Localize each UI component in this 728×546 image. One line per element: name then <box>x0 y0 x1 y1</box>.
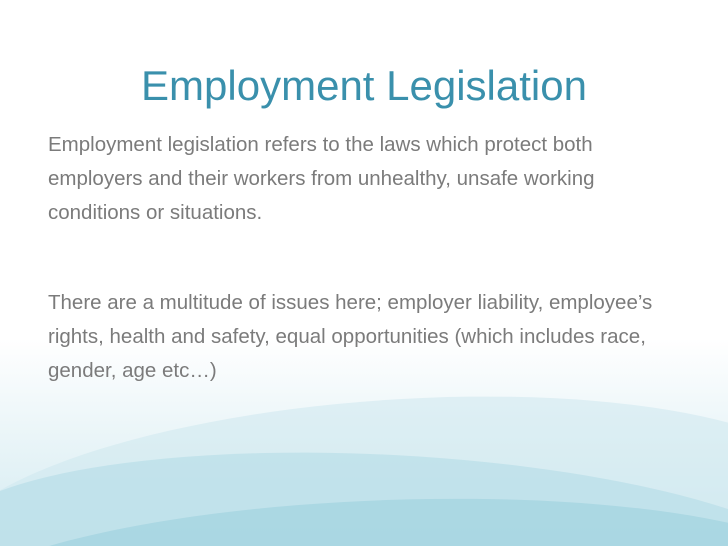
slide-title: Employment Legislation <box>141 62 587 109</box>
body-paragraph: There are a multitude of issues here; employer liability, employee’s rights, health and safety, equal opportunities (which includes race, gender, age etc…) <box>48 291 653 382</box>
slide-body <box>48 128 688 388</box>
body-paragraph: Employment legislation refers to the laws which protect both employers and their workers from unhealthy, unsafe working conditions or situations. <box>48 133 595 224</box>
